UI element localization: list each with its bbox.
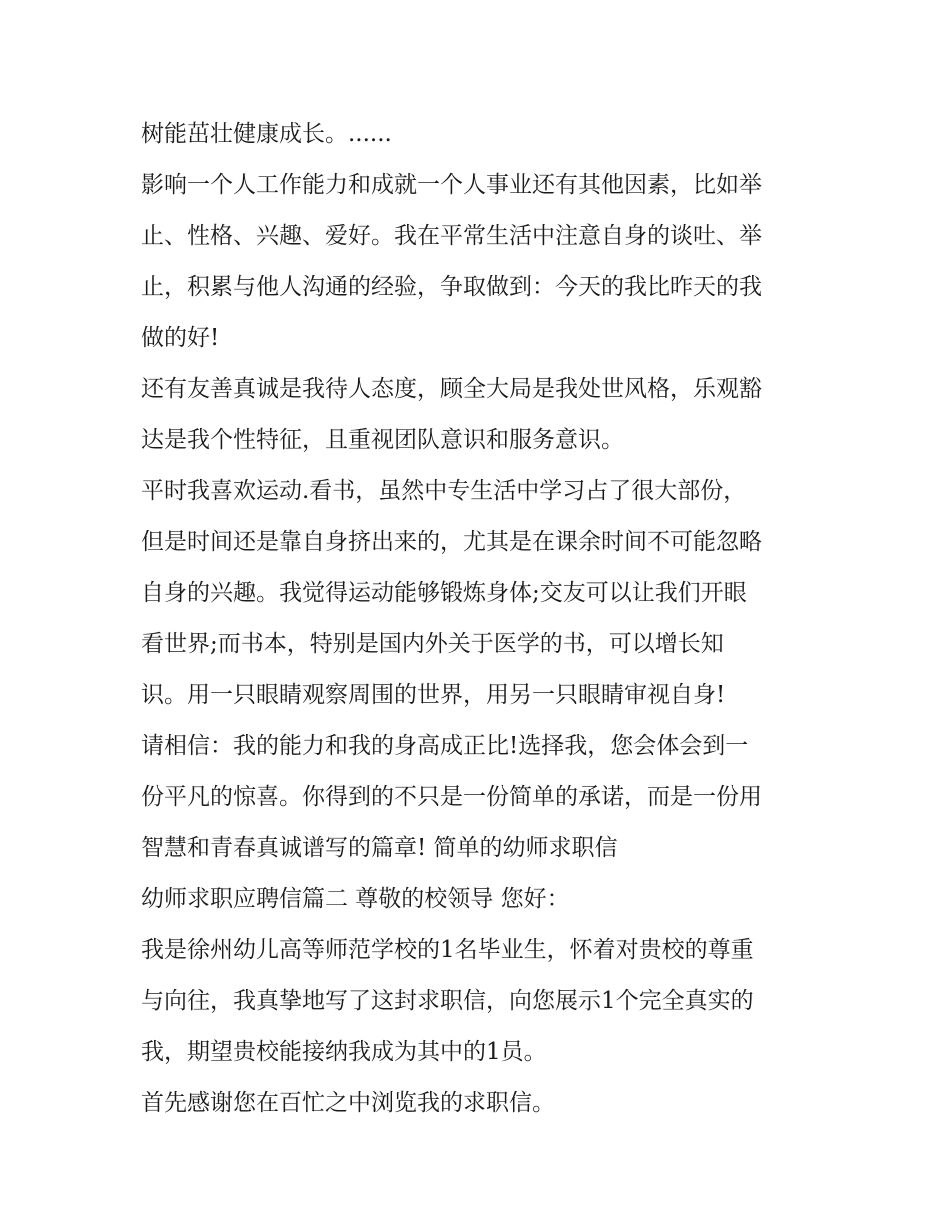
text-line: 首先感谢您在百忙之中浏览我的求职信。 <box>141 1090 555 1116</box>
text-line: 识。用一只眼睛观察周围的世界，用另一只眼睛审视自身! <box>141 682 726 708</box>
text-line: 我是徐州幼儿高等师范学校的1名毕业生，怀着对贵校的尊重 <box>141 937 754 963</box>
text-line: 止、性格、兴趣、爱好。我在平常生活中注意自身的谈吐、举 <box>141 223 762 249</box>
text-line: 我，期望贵校能接纳我成为其中的1员。 <box>141 1039 547 1065</box>
text-line: 与向往，我真挚地写了这封求职信，向您展示1个完全真实的 <box>141 988 754 1014</box>
text-line: 看世界;而书本，特别是国内外关于医学的书，可以增长知 <box>141 631 724 657</box>
text-line: 影响一个人工作能力和成就一个人事业还有其他因素，比如举 <box>141 172 762 198</box>
text-line: 还有友善真诚是我待人态度，顾全大局是我处世风格，乐观豁 <box>141 376 762 402</box>
text-line: 幼师求职应聘信篇二 尊敬的校领导 您好： <box>141 886 570 912</box>
text-line: 请相信：我的能力和我的身高成正比!选择我，您会体会到一 <box>141 733 749 759</box>
text-line: 止，积累与他人沟通的经验，争取做到：今天的我比昨天的我 <box>141 274 762 300</box>
text-line: 份平凡的惊喜。你得到的不只是一份简单的承诺，而是一份用 <box>141 784 762 810</box>
text-line: 智慧和青春真诚谱写的篇章! 简单的幼师求职信 <box>141 835 618 861</box>
text-line: 平时我喜欢运动.看书，虽然中专生活中学习占了很大部份， <box>141 478 747 504</box>
text-line: 自身的兴趣。我觉得运动能够锻炼身体;交友可以让我们开眼 <box>141 580 747 606</box>
text-line: 达是我个性特征，且重视团队意识和服务意识。 <box>141 427 624 453</box>
text-line: 做的好! <box>141 325 220 351</box>
text-line: 但是时间还是靠自身挤出来的，尤其是在课余时间不可能忽略 <box>141 529 762 555</box>
text-line: 树能茁壮健康成长。...... <box>141 121 392 147</box>
document-body <box>141 109 821 1129</box>
